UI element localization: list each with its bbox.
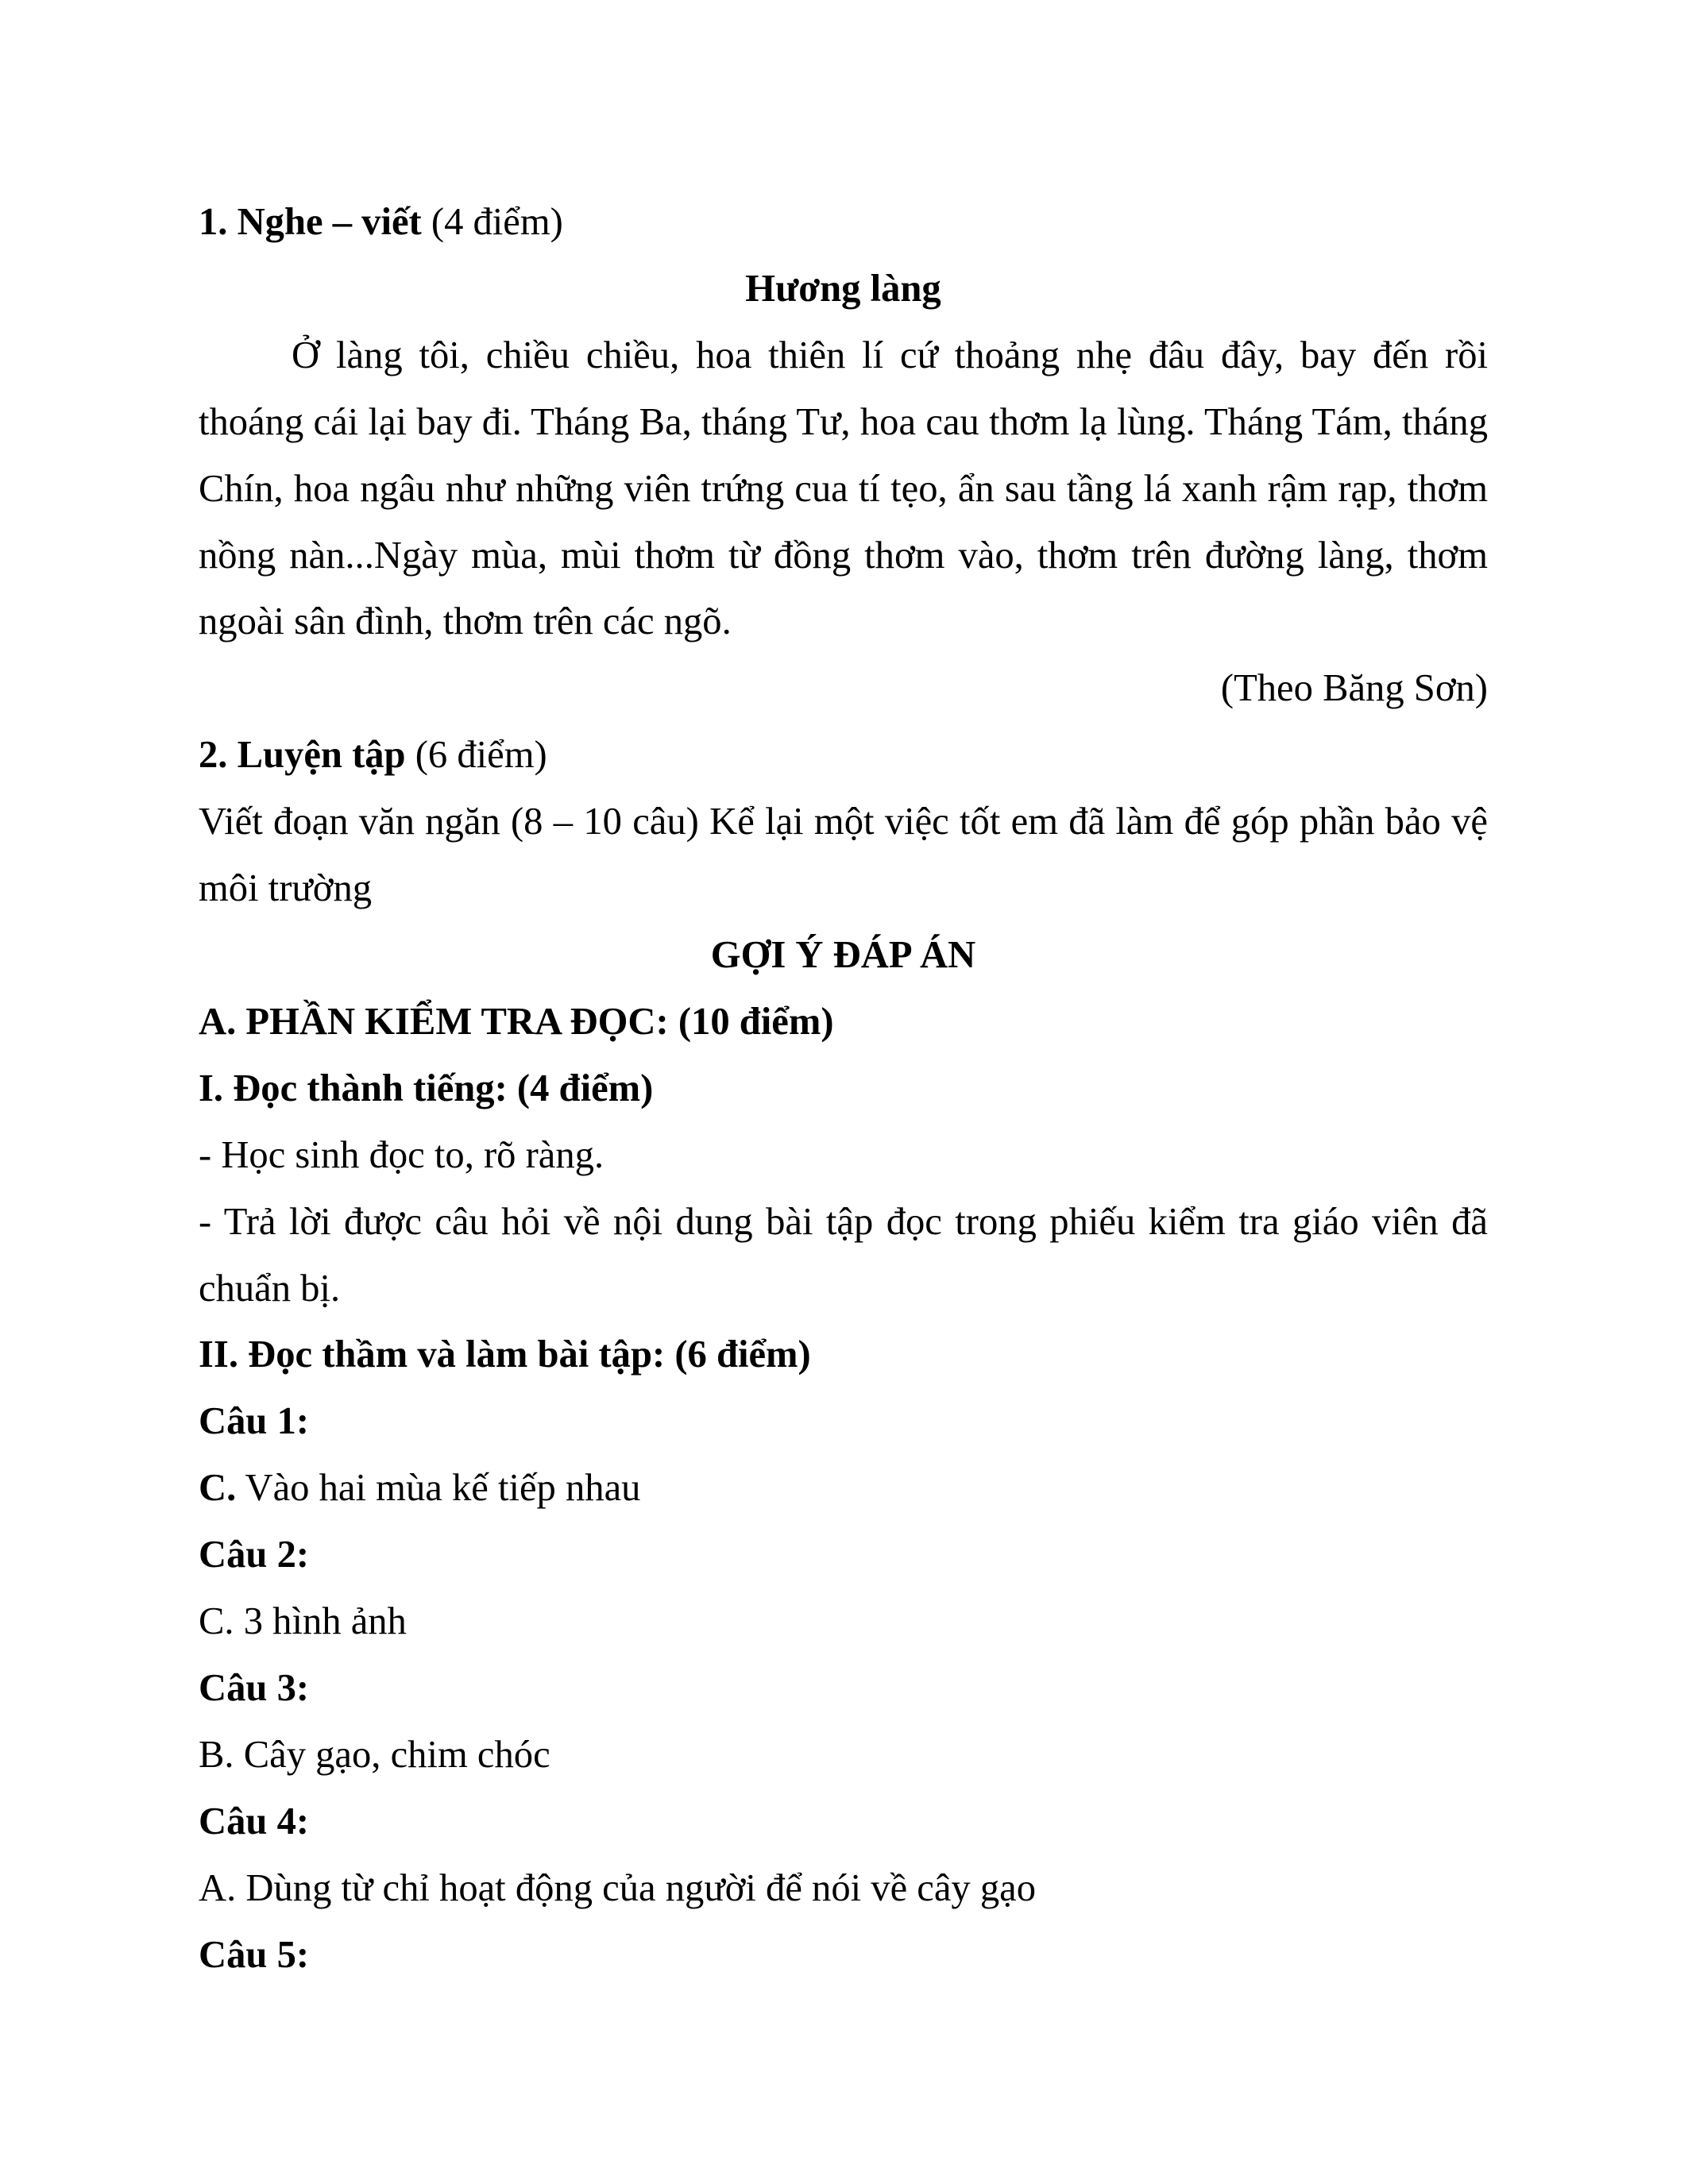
part-ii-heading: II. Đọc thầm và làm bài tập: (6 điểm) [199, 1333, 811, 1376]
part-i-item: - Trả lời được câu hỏi về nội dung bài tập đọc trong phiếu kiểm tra giáo viên đã chuẩn bị. [199, 1199, 1488, 1310]
question-answer [199, 1455, 1488, 1522]
question-answer: A. Dùng từ chỉ hoạt động của người để nói về cây gạo [199, 1866, 1037, 1909]
question-label: Câu 3: [199, 1665, 310, 1709]
question-label: Câu 5: [199, 1932, 310, 1976]
question-answer: B. Cây gạo, chim chóc [199, 1732, 550, 1776]
passage-source: (Theo Băng Sơn) [1220, 666, 1488, 710]
section2-title: 2. Luyện tập [199, 733, 406, 777]
part-i-item: - Học sinh đọc to, rõ ràng. [199, 1133, 605, 1176]
section1-heading [199, 189, 1488, 256]
passage-title: Hương làng [745, 266, 941, 310]
answer-letter: C. [199, 1466, 237, 1510]
section2-heading [199, 722, 1488, 789]
question-label: Câu 1: [199, 1399, 310, 1443]
section2-points: (6 điểm) [405, 733, 547, 777]
answers-title: GỢI Ý ĐÁP ÁN [710, 932, 976, 976]
part-a-heading: A. PHẦN KIỂM TRA ĐỌC: (10 điểm) [199, 999, 834, 1043]
part-i-heading: I. Đọc thành tiếng: (4 điểm) [199, 1066, 654, 1109]
passage-body: Ở làng tôi, chiều chiều, hoa thiên lí cứ thoảng nhẹ đâu đây, bay đến rồi thoáng cái lại bay đi. Tháng Ba, tháng Tư, hoa cau thơm lạ lùng. Tháng Tám, tháng Chín, hoa ngâu như những viên trứng cua tí tẹo, ẩn sau tầng lá xanh rậm rạp, thơm nồng nàn...Ngày mùa, mùi thơm từ đồng thơm vào, thơm trên đường làng, thơm ngoài sân đình, thơm trên các ngõ. [199, 333, 1488, 643]
section2-prompt: Viết đoạn văn ngăn (8 – 10 câu) Kể lại một việc tốt em đã làm để góp phần bảo vệ môi trường [199, 800, 1488, 910]
question-answer: C. 3 hình ảnh [199, 1599, 407, 1643]
answer-text: Vào hai mùa kế tiếp nhau [236, 1466, 641, 1510]
question-label: Câu 4: [199, 1799, 310, 1843]
document-page [199, 189, 1488, 1988]
question-label: Câu 2: [199, 1533, 310, 1576]
section1-points: (4 điểm) [421, 200, 563, 243]
section1-title: 1. Nghe – viết [199, 200, 422, 243]
